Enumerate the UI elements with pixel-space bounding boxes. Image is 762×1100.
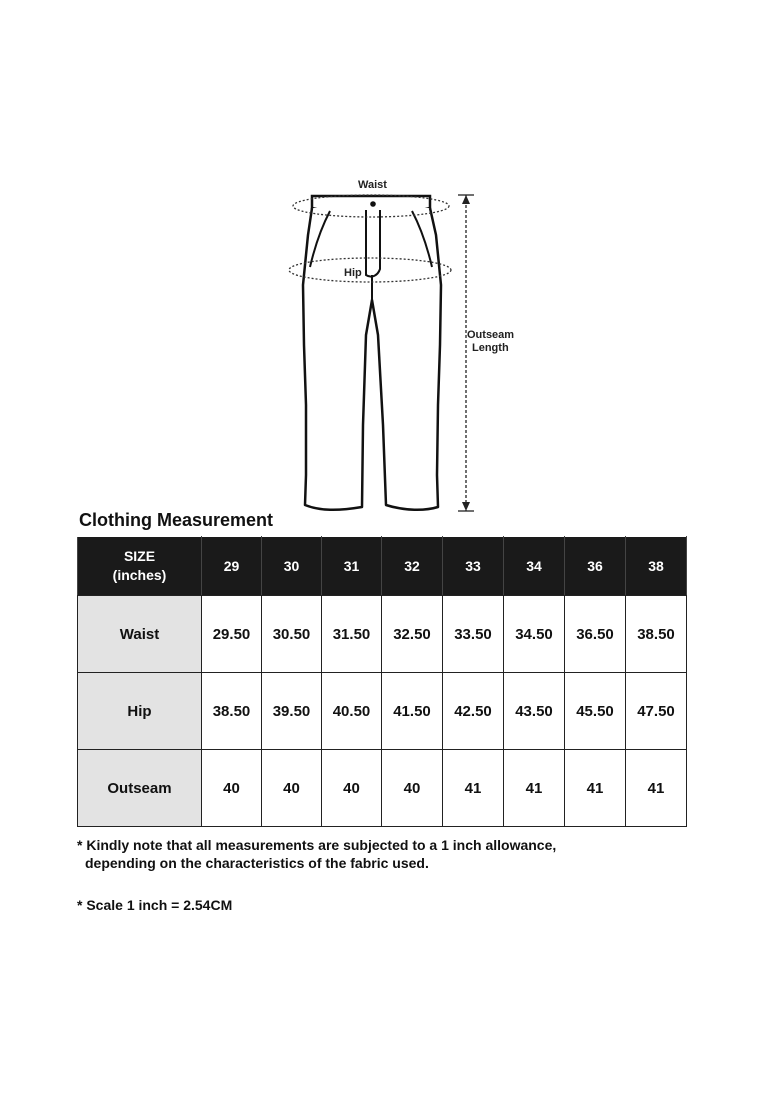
table-row-outseam: [78, 750, 687, 827]
size-header-line1: SIZE: [123, 548, 156, 564]
table-cell: 31.50: [322, 596, 382, 673]
size-column-header: 32: [382, 537, 443, 596]
table-cell: 41.50: [382, 673, 443, 750]
table-cell: 38.50: [202, 673, 262, 750]
table-cell: 40: [202, 750, 262, 827]
table-cell: 29.50: [202, 596, 262, 673]
table-row-waist: [78, 596, 687, 673]
table-header-row: [78, 537, 687, 596]
outseam-label-line1: Outseam: [467, 329, 515, 341]
table-cell: 41: [626, 750, 687, 827]
size-header-line2: (inches): [112, 567, 167, 583]
size-column-header: 29: [202, 537, 262, 596]
size-header-cell: [78, 537, 202, 596]
size-column-header: 33: [443, 537, 504, 596]
scale-note: * Scale 1 inch = 2.54CM: [77, 897, 233, 913]
outseam-arrow-down-icon: [462, 502, 470, 511]
table-cell: 32.50: [382, 596, 443, 673]
size-column-header: 30: [262, 537, 322, 596]
size-chart-table: [77, 536, 687, 827]
table-cell: 41: [504, 750, 565, 827]
table-cell: 40: [382, 750, 443, 827]
size-column-header: 36: [565, 537, 626, 596]
table-cell: 39.50: [262, 673, 322, 750]
table-cell: 36.50: [565, 596, 626, 673]
table-cell: 45.50: [565, 673, 626, 750]
pants-button: [370, 201, 376, 207]
size-column-header: 38: [626, 537, 687, 596]
section-title: Clothing Measurement: [79, 510, 274, 530]
allowance-note-line1: * Kindly note that all measurements are subjected to a 1 inch allowance,: [77, 837, 557, 853]
pants-outline: [303, 208, 441, 510]
table-cell: 47.50: [626, 673, 687, 750]
outseam-label-line2: Length: [472, 342, 509, 354]
table-cell: 38.50: [626, 596, 687, 673]
table-row-hip: [78, 673, 687, 750]
allowance-note: [77, 836, 556, 872]
row-label: Waist: [78, 596, 202, 673]
pants-illustration: [280, 175, 530, 525]
table-cell: 34.50: [504, 596, 565, 673]
table-cell: 40: [322, 750, 382, 827]
table-cell: 30.50: [262, 596, 322, 673]
waist-label: Waist: [358, 179, 387, 191]
table-cell: 41: [565, 750, 626, 827]
size-column-header: 31: [322, 537, 382, 596]
table-cell: 42.50: [443, 673, 504, 750]
table-cell: 40: [262, 750, 322, 827]
table-cell: 40.50: [322, 673, 382, 750]
row-label: Hip: [78, 673, 202, 750]
hip-label: Hip: [344, 267, 362, 279]
table-cell: 41: [443, 750, 504, 827]
row-label: Outseam: [78, 750, 202, 827]
pants-diagram: [280, 175, 530, 525]
allowance-note-line2: depending on the characteristics of the fabric used.: [85, 855, 429, 871]
size-column-header: 34: [504, 537, 565, 596]
outseam-arrow-up-icon: [462, 195, 470, 204]
table-cell: 43.50: [504, 673, 565, 750]
table-cell: 33.50: [443, 596, 504, 673]
